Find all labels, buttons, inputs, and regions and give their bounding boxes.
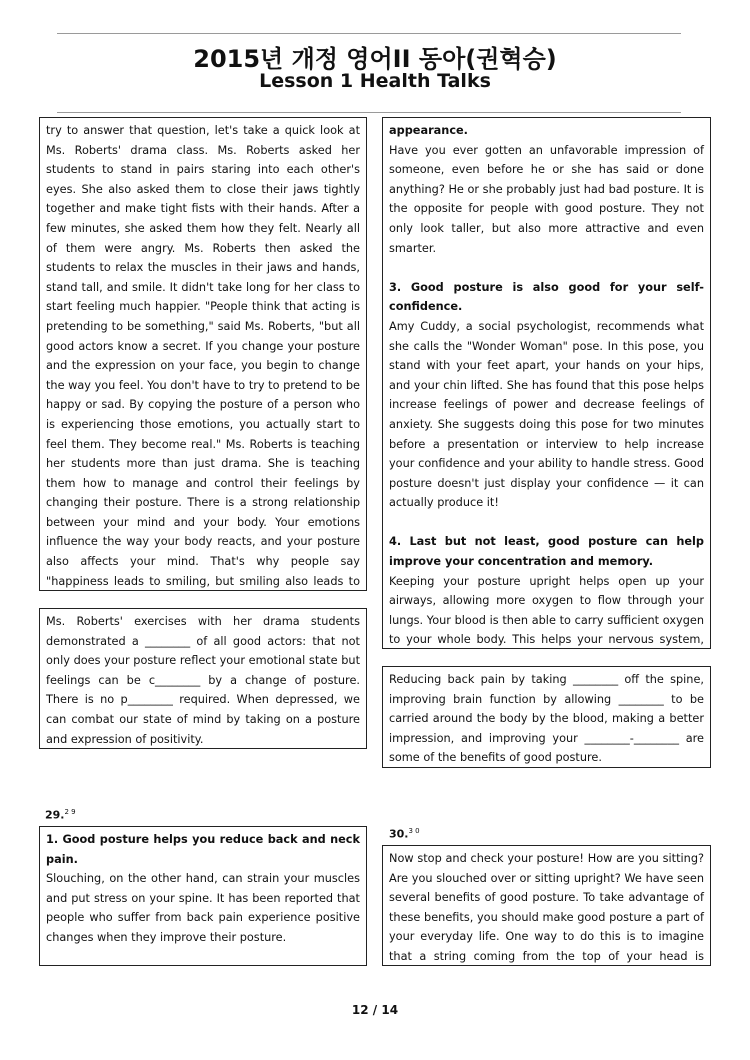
right-heading3: 3. Good posture is also good for your self-confidence. xyxy=(389,280,704,314)
top-rule xyxy=(57,33,681,34)
right-heading-continued: appearance. xyxy=(389,124,468,137)
left-summary-text: Ms. Roberts' exercises with her drama students demonstrated a ________ of all good actors: that not only does your posture reflect your emotional state but feelings can be c________ by a change of posture. There is no p________ required. When depressed, we can combat our state of mind by taking on a posture and expression of positivity. xyxy=(46,615,360,746)
right-heading4: 4. Last but not least, good posture can help improve your concentration and memory. xyxy=(389,535,704,569)
q30-sup: 3 0 xyxy=(408,827,420,835)
right-para3: Amy Cuddy, a social psychologist, recommends what she calls the "Wonder Woman" pose. In this pose, you stand with your feet apart, your hands on your hips, and your chin lifted. She has found that this pose helps increase feelings of power and decrease feelings of anxiety. She suggests doing this pose for two minutes before a presentation or interview to help increase your confidence and your ability to handle stress. Good posture doesn't just display your confidence — it can actually produce it! xyxy=(389,319,704,510)
left-passage-text: try to answer that question, let's take a quick look at Ms. Roberts' drama class. Ms. Roberts asked her students to stand in pairs staring into each other's eyes. She also asked them to close their jaws tightly together and make tight fists with their hands. After a few minutes, she asked them how they felt. Nearly all of them were angry. Ms. Roberts then asked the students to relax the muscles in their jaws and hands, stand tall, and smile. It didn't take long for her class to start feeling much happier. "People think that acting is pretending to be something," said Ms. Roberts, "but all good actors know a secret. If you change your posture and the expression on your face, you begin to change the way you feel. You don't have to try to pretend to be happy or sad. By copying the posture of a person who is experiencing those emotions, you actually start to feel them. They become real." Ms. Roberts is teaching her students more than just drama. She is teaching them how to manage and control their feelings by changing their posture. There is a strong relationship between your mind and your body. Your emotions influence the way your body reacts, and your posture also affects your mind. That's why people say "happiness leads to smiling, but smiling also leads to xyxy=(46,124,360,588)
left-summary-box xyxy=(39,608,367,749)
right-summary-text: Reducing back pain by taking ________ off the spine, improving brain function by allowing ________ to be carried around the body by the blood, making a better impression, and improving your ________-________ are some of the benefits of good posture. xyxy=(389,673,704,765)
q30-text: Now stop and check your posture! How are you sitting? Are you slouched over or sitting upright? We have seen several benefits of good posture. To take advantage of these benefits, you should make good posture a part of your everyday life. One way to do this is to imagine that a string coming from the top of your head is xyxy=(389,852,704,963)
header-rule xyxy=(57,112,681,113)
right-para4: Keeping your posture upright helps open up your airways, allowing more oxygen to flow through your lungs. Your blood is then able to carry sufficient oxygen to your whole body. This helps your nervous system, xyxy=(389,574,704,647)
q29-point1-text: Slouching, on the other hand, can strain your muscles and put stress on your spine. It has been reported that people who suffer from back pain experience positive changes when they improve their posture. xyxy=(46,872,360,944)
question-30-box xyxy=(382,845,711,966)
q30-label: 30. xyxy=(389,827,409,841)
left-passage-box xyxy=(39,117,367,591)
question-30-number xyxy=(389,827,420,841)
right-passage-box xyxy=(382,117,711,649)
q29-sup: 2 9 xyxy=(64,808,76,816)
q29-point1-heading: 1. Good posture helps you reduce back and neck pain. xyxy=(46,833,360,866)
question-29-box xyxy=(39,826,367,966)
right-summary-box xyxy=(382,666,711,768)
question-29-number xyxy=(45,808,76,822)
q29-label: 29. xyxy=(45,808,65,822)
page-title: 2015년 개정 영어II 동아(권혁승) xyxy=(193,45,557,73)
page-number: 12 / 14 xyxy=(351,1003,399,1017)
page-subtitle: Lesson 1 Health Talks xyxy=(259,70,491,92)
right-para1: Have you ever gotten an unfavorable impression of someone, even before he or she has said or done anything? He or she probably just had bad posture. It is the opposite for people with good posture. They not only look taller, but also more attractive and even smarter. xyxy=(389,143,704,255)
